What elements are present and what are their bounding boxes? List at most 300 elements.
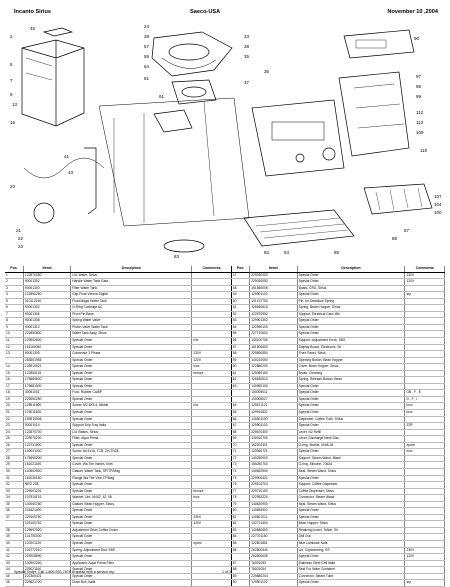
table-cell: Lid, Water, Sirius bbox=[71, 272, 192, 279]
table-cell: 122801851 bbox=[250, 540, 297, 547]
table-cell: Spring Water Valve bbox=[71, 318, 192, 325]
table-cell: n/a bbox=[192, 338, 231, 345]
table-cell: 40051001 bbox=[23, 390, 70, 397]
table-cell: 161160050 bbox=[23, 344, 70, 351]
table-cell: 141621000 bbox=[23, 508, 70, 515]
table-cell: Special Order bbox=[71, 410, 192, 417]
table-cell: 32 bbox=[5, 482, 23, 489]
table-cell: 6 bbox=[5, 305, 23, 312]
table-cell: 129901302 bbox=[250, 318, 297, 325]
table-cell: 22 bbox=[5, 416, 23, 423]
front-panel-drawing bbox=[252, 100, 344, 176]
table-cell: 129950721 bbox=[250, 449, 297, 456]
table-cell: 229070200 bbox=[23, 436, 70, 443]
table-cell: 126630510 bbox=[250, 377, 297, 384]
side-housing-drawing bbox=[339, 72, 409, 156]
table-cell: 229670300 bbox=[250, 429, 297, 436]
table-cell: epdm bbox=[192, 540, 231, 547]
table-cell: 38 bbox=[5, 527, 23, 534]
callout-label: 109 bbox=[416, 130, 424, 135]
table-cell: 14 bbox=[5, 364, 23, 371]
table-cell: 73 bbox=[231, 462, 249, 469]
table-cell: 2 bbox=[5, 279, 23, 286]
table-cell: 229030052 bbox=[250, 279, 297, 286]
table-cell: Handle Water Tank Gaia bbox=[71, 279, 192, 286]
table-cell: Special Order bbox=[71, 488, 192, 495]
table-cell: 283501955 bbox=[23, 357, 70, 364]
table-cell: 229030000 bbox=[250, 272, 297, 279]
table-cell: Seal For Valve Container bbox=[297, 567, 405, 574]
table-cell: 100005027 bbox=[250, 396, 297, 403]
table-cell: 61 bbox=[231, 370, 249, 377]
table-cell: 55 bbox=[231, 331, 249, 338]
table-cell: Brush, Cleaning bbox=[297, 370, 405, 377]
table-cell: 230V bbox=[405, 272, 445, 279]
table-cell: 33 bbox=[5, 488, 23, 495]
table-cell: Dose Box, Italia bbox=[71, 580, 192, 587]
table-cell: 140250000 bbox=[250, 455, 297, 462]
table-cell: 53 bbox=[231, 318, 249, 325]
table-cell: Special Order bbox=[71, 338, 192, 345]
table-cell: 122870050 bbox=[23, 272, 70, 279]
table-cell: inox bbox=[405, 449, 445, 456]
table-cell: 5 bbox=[5, 298, 23, 305]
model-name: Incanto Sirius bbox=[14, 9, 51, 15]
table-cell: Screw, M2.5X9.4, Nibble bbox=[71, 403, 192, 410]
table-cell: O-ring, Mobile, 0048-28 bbox=[297, 442, 405, 449]
table-cell: 229100750 bbox=[23, 514, 70, 521]
table-cell: Lid, Cupwarming, SS bbox=[297, 547, 405, 554]
table-cell: 82 bbox=[231, 521, 249, 528]
table-cell: D , F , I bbox=[405, 396, 445, 403]
column-header: Comments bbox=[405, 266, 445, 272]
table-cell: 140501100 bbox=[250, 416, 297, 423]
table-cell: 227710600 bbox=[250, 331, 297, 338]
table-cell: 010112150 bbox=[23, 298, 70, 305]
table-cell: Blue Laminate Nuts bbox=[297, 540, 405, 547]
table-cell: Special Order bbox=[297, 580, 405, 587]
table-cell: 47 bbox=[231, 272, 249, 279]
table-cell: Gasket, Bean Hopper, Sirius bbox=[71, 501, 192, 508]
table-cell: 9 bbox=[5, 324, 23, 331]
table-cell: 13 bbox=[5, 351, 23, 358]
table-cell: 122970952 bbox=[250, 311, 297, 318]
table-cell: 16 bbox=[5, 377, 23, 384]
table-cell: 64 bbox=[231, 403, 249, 410]
callout-label: 81 bbox=[144, 76, 150, 81]
table-cell: 60 bbox=[231, 364, 249, 371]
callout-label: 57 bbox=[144, 44, 150, 49]
table-cell: Special Order bbox=[71, 357, 192, 364]
callout-label: 9 bbox=[10, 92, 13, 97]
table-cell: 230V bbox=[192, 514, 231, 521]
table-cell: 122850250 bbox=[23, 292, 70, 299]
table-cell: Special Order bbox=[71, 442, 192, 449]
table-cell: 51 bbox=[231, 305, 249, 312]
table-cell: 76 bbox=[231, 482, 249, 489]
table-cell: 140050780 bbox=[23, 501, 70, 508]
table-cell: 230V bbox=[405, 547, 445, 554]
table-cell: 69 bbox=[231, 436, 249, 443]
table-cell: srp bbox=[405, 292, 445, 299]
document-date: November 10 ,2004 bbox=[387, 9, 438, 15]
page-footer bbox=[14, 570, 438, 574]
callout-label: 5 bbox=[10, 62, 13, 67]
callout-label: 21 bbox=[16, 228, 22, 233]
parts-table-body bbox=[5, 272, 445, 586]
table-cell: 24 bbox=[5, 429, 23, 436]
table-cell: 140100706 bbox=[250, 338, 297, 345]
table-cell: 57 bbox=[231, 344, 249, 351]
table-cell: 4 bbox=[5, 292, 23, 299]
table-cell: 101472750 bbox=[250, 298, 297, 305]
table-cell: 76001053 bbox=[250, 560, 297, 567]
table-cell: Special Order bbox=[71, 482, 192, 489]
callout-label: 43 bbox=[68, 170, 74, 175]
column-header: Item# bbox=[23, 266, 70, 272]
callout-label: 84 bbox=[284, 250, 290, 255]
table-cell: Special Order bbox=[71, 540, 192, 547]
table-cell: 229021160 bbox=[23, 567, 70, 574]
table-cell: 125671121 bbox=[250, 403, 297, 410]
table-cell: Special Order bbox=[71, 396, 192, 403]
table-cell: 90001302 bbox=[23, 305, 70, 312]
table-cell: 84 bbox=[231, 534, 249, 541]
table-cell: Support, Steam Wand, Black bbox=[297, 455, 405, 462]
table-cell: Retaining Insert, Teflon, Sir bbox=[297, 527, 405, 534]
table-cell: 129910821 bbox=[250, 410, 297, 417]
table-cell: Special Order bbox=[71, 508, 192, 515]
table-cell: Special Order bbox=[297, 383, 405, 390]
table-cell: Connector 2 Phase bbox=[71, 351, 192, 358]
table-cell: Special Order bbox=[71, 364, 192, 371]
table-cell: GB , F , E bbox=[405, 390, 445, 397]
table-cell: Lever, Discharge Neck Disc bbox=[297, 436, 405, 443]
table-cell: 140041000 bbox=[23, 449, 70, 456]
special-order-note: Special Order: Call 1-800-933-7876 to speak with a service rep. bbox=[14, 570, 116, 574]
table-cell: Stainless Steel Grill Italia bbox=[297, 560, 405, 567]
callout-label: 7 bbox=[10, 78, 13, 83]
table-cell: 129901102 bbox=[250, 292, 297, 299]
table-cell: 229621700 bbox=[23, 580, 70, 587]
table-cell: bronze bbox=[192, 488, 231, 495]
table-cell: 90001308 bbox=[23, 318, 70, 325]
table-cell: srp bbox=[405, 580, 445, 587]
table-cell: inox bbox=[192, 364, 231, 371]
callout-label: 97 bbox=[416, 74, 422, 79]
table-cell: 35 bbox=[5, 501, 23, 508]
table-cell: 65 bbox=[231, 410, 249, 417]
table-cell: 140654902 bbox=[250, 508, 297, 515]
table-cell: 140902250 bbox=[23, 560, 70, 567]
table-cell: 222850800 bbox=[23, 331, 70, 338]
table-cell: Drill Out bbox=[297, 534, 405, 541]
table-cell: Special Order bbox=[71, 567, 192, 574]
table-cell: Special Order bbox=[297, 318, 405, 325]
table-cell: Filter Water Tank bbox=[71, 285, 192, 292]
table-cell: 262800608 bbox=[250, 554, 297, 561]
callout-label: 24 bbox=[144, 24, 150, 29]
frame-drawing bbox=[99, 98, 249, 226]
table-cell: Special Order bbox=[71, 383, 192, 390]
table-cell: 29 bbox=[5, 462, 23, 469]
callout-label: 100 bbox=[434, 210, 442, 215]
table-cell: 262800540 bbox=[250, 547, 297, 554]
table-cell: 125080160 bbox=[250, 370, 297, 377]
table-cell: 86 bbox=[231, 547, 249, 554]
table-cell: 50 bbox=[231, 298, 249, 305]
table-cell: 70 bbox=[231, 442, 249, 449]
table-cell: 3 bbox=[5, 285, 23, 292]
table-cell: 75 bbox=[231, 475, 249, 482]
table-cell: 63 bbox=[231, 383, 249, 390]
table-cell: 42 bbox=[5, 554, 23, 561]
table-cell: 17 bbox=[5, 383, 23, 390]
table-cell: 27 bbox=[5, 449, 23, 456]
table-cell: 45 bbox=[5, 573, 23, 580]
table-cell: 120V bbox=[405, 554, 445, 561]
table-cell: Filter, Aqua Prima bbox=[71, 436, 192, 443]
table-cell: Connector, Steam Tube bbox=[297, 573, 405, 580]
table-cell: 67 bbox=[231, 423, 249, 430]
table-cell: 34 bbox=[5, 495, 23, 502]
table-cell: 52 bbox=[231, 311, 249, 318]
table-cell: 12 bbox=[5, 344, 23, 351]
table-cell bbox=[192, 580, 231, 587]
table-cell: Piston Valve Water Tank bbox=[71, 324, 192, 331]
table-cell: 11 bbox=[5, 338, 23, 345]
water-tank-drawing bbox=[22, 40, 84, 126]
column-header: Item# bbox=[250, 266, 297, 272]
table-cell: Support, Electrical Card, Blk bbox=[297, 311, 405, 318]
table-cell: 229001231 bbox=[23, 488, 70, 495]
table-cell: ZSP bbox=[405, 423, 445, 430]
table-cell: 122880200 bbox=[250, 364, 297, 371]
table-cell: inox bbox=[405, 410, 445, 417]
table-cell: NEO 238 bbox=[23, 482, 70, 489]
table-cell: 161500600 bbox=[250, 344, 297, 351]
table-cell: Cap Float Vienna Digital bbox=[71, 292, 192, 299]
table-cell: Special Order bbox=[297, 508, 405, 515]
table-cell: 88 bbox=[231, 567, 249, 574]
table-cell: Special Order bbox=[297, 410, 405, 417]
column-header: Description bbox=[71, 266, 192, 272]
table-cell: inox bbox=[405, 403, 445, 410]
table-cell: 77 bbox=[231, 488, 249, 495]
table-cell: 39 bbox=[5, 534, 23, 541]
table-cell: Adjustment Gear, Coffee Doser bbox=[71, 527, 192, 534]
table-cell: 140680600 bbox=[250, 527, 297, 534]
table-cell: 8 bbox=[5, 318, 23, 325]
table-cell: Flange Wa Tire Vive TP/Mag bbox=[71, 475, 192, 482]
table-cell: 90001014 bbox=[23, 423, 70, 430]
exploded-parts-diagram bbox=[4, 18, 448, 262]
table-cell: Special Order bbox=[297, 396, 405, 403]
table-cell: Support, Coffee Dispenser bbox=[297, 482, 405, 489]
table-cell: inox bbox=[192, 495, 231, 502]
table-cell: O-ring, Silicone, 70634 bbox=[297, 462, 405, 469]
table-cell: 90001306 bbox=[23, 311, 70, 318]
table-cell: 230V bbox=[192, 351, 231, 358]
table-cell: Pivot Pin Base bbox=[71, 311, 192, 318]
table-cell: Spring, Adjustment Dial, SBS bbox=[71, 547, 192, 554]
table-cell: 122850115 bbox=[23, 370, 70, 377]
company-name: Saeco-USA bbox=[190, 9, 221, 15]
table-cell: Support Drip Tray Italia bbox=[71, 423, 192, 430]
table-cell: 161021150 bbox=[23, 462, 70, 469]
table-cell: 229900421 bbox=[250, 475, 297, 482]
table-cell: n/a bbox=[192, 403, 231, 410]
callout-label: 38 bbox=[244, 44, 250, 49]
table-row bbox=[5, 580, 445, 587]
table-cell: 58 bbox=[231, 351, 249, 358]
table-cell: 100005011 bbox=[250, 390, 297, 397]
table-cell: Opening Button, Bean Hopper bbox=[297, 357, 405, 364]
table-cell: Special Order bbox=[297, 554, 405, 561]
table-cell: Special Order bbox=[71, 514, 192, 521]
table-cell: 126630615 bbox=[250, 305, 297, 312]
callout-label: 22 bbox=[18, 236, 24, 241]
table-cell: 68 bbox=[231, 429, 249, 436]
table-cell: Special Order bbox=[297, 475, 405, 482]
table-cell: 128910521 bbox=[23, 364, 70, 371]
table-cell: 229104704 bbox=[250, 482, 297, 489]
table-cell: 66 bbox=[231, 416, 249, 423]
table-cell: Screw, 8d.1x16, TCB, Zin TN28 bbox=[71, 449, 192, 456]
table-cell: 56 bbox=[231, 338, 249, 345]
table-cell: 120V bbox=[405, 279, 445, 286]
table-cell: Gasket, Water Tank, SP/TP/Mag bbox=[71, 468, 192, 475]
callout-label: 61 bbox=[159, 94, 165, 99]
table-cell: O-Ring Cartridge AC bbox=[71, 305, 192, 312]
table-cell: 90001310 bbox=[23, 324, 70, 331]
table-cell: 222360421 bbox=[23, 573, 70, 580]
table-cell: 175681500 bbox=[23, 383, 70, 390]
table-cell: Special Order bbox=[71, 521, 192, 528]
table-cell: Special Order bbox=[297, 292, 405, 299]
table-cell: 89 bbox=[231, 573, 249, 580]
table-cell: Support, Adjustment Knob, SBS bbox=[297, 338, 405, 345]
callout-label: 28 bbox=[144, 34, 150, 39]
table-cell: 87 bbox=[231, 560, 249, 567]
table-cell: Bean Hopper, Sirius bbox=[297, 521, 405, 528]
table-cell: 90001309 bbox=[23, 351, 70, 358]
page-number: 1 of 3 bbox=[222, 570, 231, 574]
table-cell: 81 bbox=[231, 514, 249, 521]
column-header: Description bbox=[297, 266, 405, 272]
table-cell: 229100752 bbox=[23, 521, 70, 528]
table-cell: Special Order bbox=[71, 554, 192, 561]
table-cell: 18 bbox=[5, 390, 23, 397]
table-cell: 7 bbox=[5, 311, 23, 318]
table-cell: Seal, Steam Wand, Sirius bbox=[297, 468, 405, 475]
table-cell: 54 bbox=[231, 324, 249, 331]
callout-label: 2 bbox=[10, 34, 13, 39]
table-cell: 62 bbox=[231, 377, 249, 384]
table-cell: 140620900 bbox=[250, 468, 297, 475]
table-cell: Special Order bbox=[297, 514, 405, 521]
table-cell: Board, CPU, Sirius bbox=[297, 285, 405, 292]
table-cell: 37 bbox=[5, 514, 23, 521]
callout-label: 33 bbox=[244, 34, 250, 39]
table-cell: 10 bbox=[5, 331, 23, 338]
table-cell: Coffee Dispenser, Sirius bbox=[297, 488, 405, 495]
callout-label: 113 bbox=[416, 120, 424, 125]
table-cell: 30 bbox=[5, 468, 23, 475]
table-cell: 90 bbox=[231, 580, 249, 587]
table-cell: 44 bbox=[5, 567, 23, 574]
table-cell: Spring, Release Button, Bean bbox=[297, 377, 405, 384]
callout-label: 23 bbox=[18, 244, 24, 249]
table-cell: 229880204 bbox=[250, 573, 297, 580]
table-cell: 59 bbox=[231, 357, 249, 364]
table-cell: 25 bbox=[5, 436, 23, 443]
table-cell: 229050250 bbox=[23, 396, 70, 403]
bean-hopper-drawing bbox=[152, 32, 232, 76]
table-cell: Special Order bbox=[71, 455, 192, 462]
table-cell: 161030150 bbox=[23, 475, 70, 482]
table-cell: 80 bbox=[231, 508, 249, 515]
table-cell: Special Order bbox=[297, 423, 405, 430]
table-cell: 49 bbox=[231, 292, 249, 299]
table-cell: Special Order bbox=[71, 344, 192, 351]
table-cell: 78 bbox=[231, 495, 249, 502]
column-header: Comments bbox=[192, 266, 231, 272]
table-cell: 90001302 bbox=[23, 279, 70, 286]
table-cell: 140010700 bbox=[250, 436, 297, 443]
table-cell: Special Order bbox=[297, 324, 405, 331]
table-cell: Dispenser, Coffee Tube, Sirius bbox=[297, 416, 405, 423]
callout-label: 13 bbox=[12, 102, 18, 107]
table-cell: 141750000 bbox=[23, 534, 70, 541]
table-cell: 46 bbox=[5, 580, 23, 587]
table-cell: Lever, N2 Refill bbox=[297, 429, 405, 436]
table-cell: Special Order bbox=[71, 534, 192, 541]
callout-label: 83 bbox=[174, 254, 180, 259]
table-cell: 74 bbox=[231, 468, 249, 475]
table-cell: Special Order bbox=[297, 272, 405, 279]
table-cell: Special Order bbox=[71, 370, 192, 377]
table-cell: 71 bbox=[231, 449, 249, 456]
table-cell: Lid, Beans, Sirius bbox=[71, 429, 192, 436]
table-cell: Display Board, Electronic, Sir bbox=[297, 344, 405, 351]
table-cell: 161560006 bbox=[250, 285, 297, 292]
table-cell: 129901102 bbox=[250, 423, 297, 430]
callout-label: 55 bbox=[144, 54, 150, 59]
callout-label: 98 bbox=[416, 84, 422, 89]
table-cell: Foot, Rubber Ca/BP bbox=[71, 390, 192, 397]
table-cell: 162202401 bbox=[250, 442, 297, 449]
table-cell: 23 bbox=[5, 423, 23, 430]
table-cell: 40 bbox=[5, 540, 23, 547]
callout-label: 99 bbox=[416, 94, 422, 99]
table-cell: 140801211 bbox=[250, 514, 297, 521]
table-cell: Special Order bbox=[297, 390, 405, 397]
table-cell: 169910006 bbox=[23, 416, 70, 423]
table-cell: 72 bbox=[231, 455, 249, 462]
table-cell: 41 bbox=[5, 547, 23, 554]
table-cell: 128911500 bbox=[23, 403, 70, 410]
table-cell: Special Order bbox=[71, 416, 192, 423]
callout-label: 85 bbox=[334, 250, 340, 255]
table-cell: Special Order bbox=[71, 377, 192, 384]
table-cell: 175680600 bbox=[23, 377, 70, 384]
table-cell: Connector, Steam Wand bbox=[297, 495, 405, 502]
table-cell: 90001300 bbox=[23, 285, 70, 292]
table-cell: 43 bbox=[5, 560, 23, 567]
table-cell: 19 bbox=[5, 396, 23, 403]
callout-label: 37 bbox=[244, 80, 250, 85]
